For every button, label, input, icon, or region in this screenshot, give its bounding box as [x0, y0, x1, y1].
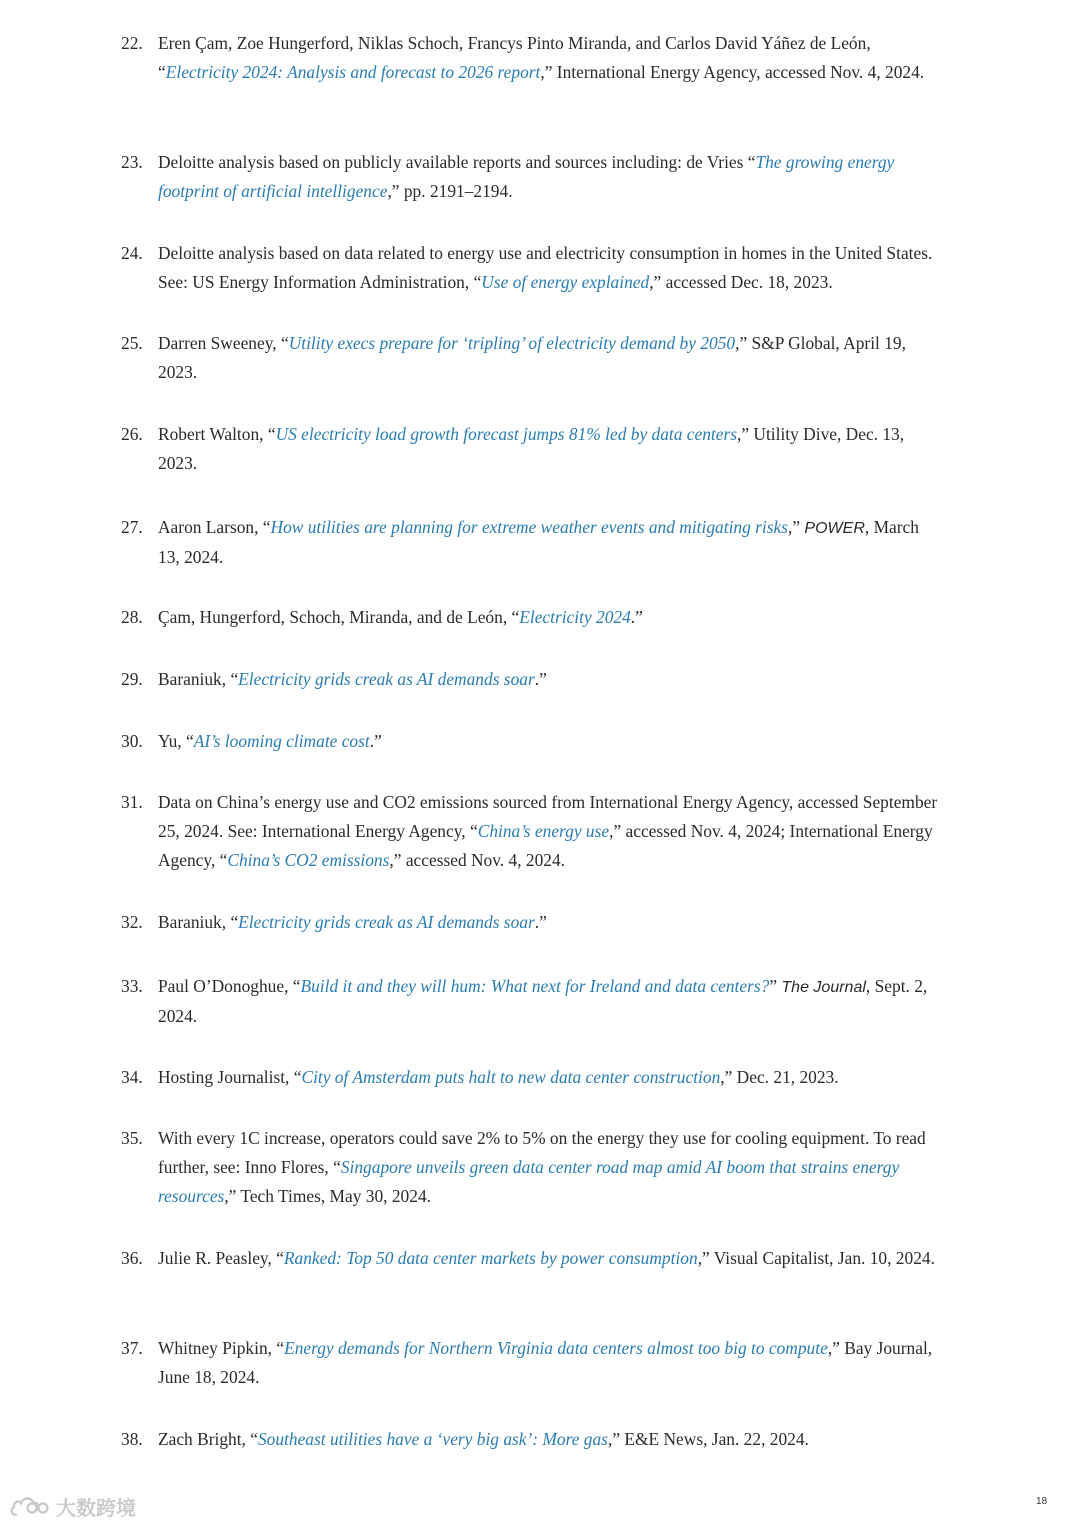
reference-number: 23. [121, 152, 143, 172]
reference-26 [121, 420, 941, 478]
watermark-text: 大数跨境 [56, 1496, 136, 1520]
reference-text: Deloitte analysis based on data related to energy use and electricity consumption in homes in the United States. See: US Energy Information Administration, “Use of energy explained,” accessed Dec. 18, 2023. [158, 243, 933, 292]
reference-35 [121, 1124, 941, 1211]
reference-31 [121, 788, 941, 875]
reference-number: 31. [121, 792, 143, 812]
reference-22 [121, 29, 941, 87]
reference-23 [121, 148, 941, 206]
reference-link[interactable]: China’s energy use [477, 821, 610, 841]
reference-number: 29. [121, 669, 143, 689]
reference-34 [121, 1063, 941, 1092]
reference-link[interactable]: Build it and they will hum: What next for Ireland and data centers? [300, 976, 770, 996]
reference-27 [121, 513, 941, 572]
reference-number: 36. [121, 1248, 143, 1268]
reference-link[interactable]: Use of energy explained [481, 272, 650, 292]
reference-link[interactable]: US electricity load growth forecast jumps 81% led by data centers [275, 424, 737, 444]
reference-38 [121, 1425, 941, 1454]
reference-text: Aaron Larson, “How utilities are planning for extreme weather events and mitigating risks,” POWER, March 13, 2024. [158, 517, 919, 567]
reference-text: Robert Walton, “US electricity load growth forecast jumps 81% led by data centers,” Utility Dive, Dec. 13, 2023. [158, 424, 905, 473]
reference-text: Data on China’s energy use and CO2 emissions sourced from International Energy Agency, accessed September 25, 2024. See: International Energy Agency, “China’s energy use,” accessed Nov. 4, 2024; International Energy Agency, “China’s CO2 emissions,” accessed Nov. 4, 2024. [158, 792, 938, 870]
reference-link[interactable]: Electricity grids creak as AI demands soar [238, 669, 535, 689]
reference-link[interactable]: Ranked: Top 50 data center markets by power consumption [283, 1248, 698, 1268]
reference-25 [121, 329, 941, 387]
reference-33 [121, 972, 941, 1031]
reference-link[interactable]: Singapore unveils green data center road map amid AI boom that strains energy resources [158, 1157, 900, 1206]
reference-37 [121, 1334, 941, 1392]
reference-link[interactable]: The growing energy footprint of artificial intelligence [158, 152, 895, 201]
reference-text: Julie R. Peasley, “Ranked: Top 50 data center markets by power consumption,” Visual Capitalist, Jan. 10, 2024. [158, 1248, 935, 1268]
reference-link[interactable]: Electricity 2024: Analysis and forecast to 2026 report [165, 62, 541, 82]
reference-number: 28. [121, 607, 143, 627]
reference-number: 35. [121, 1128, 143, 1148]
reference-28 [121, 603, 941, 632]
reference-link[interactable]: Southeast utilities have a ‘very big ask’: More gas [257, 1429, 608, 1449]
reference-number: 30. [121, 731, 143, 751]
reference-number: 25. [121, 333, 143, 353]
reference-text: Deloitte analysis based on publicly available reports and sources including: de Vries “The growing energy footprint of artificial intelligence,” pp. 2191–2194. [158, 152, 895, 201]
reference-text: Zach Bright, “Southeast utilities have a ‘very big ask’: More gas,” E&E News, Jan. 22, 2024. [158, 1429, 809, 1449]
reference-32 [121, 908, 941, 937]
reference-text: Paul O’Donoghue, “Build it and they will hum: What next for Ireland and data centers?” The Journal, Sept. 2, 2024. [158, 976, 928, 1026]
reference-link[interactable]: City of Amsterdam puts halt to new data center construction [301, 1067, 721, 1087]
reference-link[interactable]: Utility execs prepare for ‘tripling’ of electricity demand by 2050 [288, 333, 736, 353]
publication-name: The Journal [781, 979, 866, 996]
reference-text: Yu, “AI’s looming climate cost.” [158, 731, 382, 751]
reference-text: Baraniuk, “Electricity grids creak as AI demands soar.” [158, 669, 547, 689]
reference-link[interactable]: AI’s looming climate cost [193, 731, 370, 751]
reference-number: 26. [121, 424, 143, 444]
reference-number: 33. [121, 976, 143, 996]
reference-text: Whitney Pipkin, “Energy demands for Northern Virginia data centers almost too big to compute,” Bay Journal, June 18, 2024. [158, 1338, 933, 1387]
reference-text: With every 1C increase, operators could save 2% to 5% on the energy they use for cooling equipment. To read further, see: Inno Flores, “Singapore unveils green data center road map amid AI boom that strains energy resources,” Tech Times, May 30, 2024. [158, 1128, 926, 1206]
reference-text: Darren Sweeney, “Utility execs prepare for ‘tripling’ of electricity demand by 2050,” S&P Global, April 19, 2023. [158, 333, 906, 382]
reference-text: Baraniuk, “Electricity grids creak as AI demands soar.” [158, 912, 547, 932]
watermark [8, 1492, 136, 1521]
reference-link[interactable]: Electricity grids creak as AI demands soar [238, 912, 535, 932]
reference-link-secondary[interactable]: China’s CO2 emissions [227, 850, 390, 870]
reference-number: 32. [121, 912, 143, 932]
reference-number: 27. [121, 517, 143, 537]
reference-number: 24. [121, 243, 143, 263]
reference-text: Hosting Journalist, “City of Amsterdam puts halt to new data center construction,” Dec. 21, 2023. [158, 1067, 839, 1087]
reference-link[interactable]: How utilities are planning for extreme weather events and mitigating risks [270, 517, 788, 537]
cloud-logo-icon [8, 1494, 52, 1520]
reference-link[interactable]: Energy demands for Northern Virginia data centers almost too big to compute [284, 1338, 828, 1358]
reference-29 [121, 665, 941, 694]
reference-30 [121, 727, 941, 756]
reference-36 [121, 1244, 941, 1273]
reference-24 [121, 239, 941, 297]
reference-text: Eren Çam, Zoe Hungerford, Niklas Schoch, Francys Pinto Miranda, and Carlos David Yáñez de León, “Electricity 2024: Analysis and forecast to 2026 report,” International Energy Agency, accessed Nov. 4, 2024. [158, 33, 925, 82]
reference-number: 22. [121, 33, 143, 53]
publication-name: POWER [804, 520, 865, 537]
reference-text: Çam, Hungerford, Schoch, Miranda, and de León, “Electricity 2024.” [158, 607, 643, 627]
reference-link[interactable]: Electricity 2024 [519, 607, 631, 627]
page-number: 18 [1036, 1496, 1048, 1507]
reference-number: 37. [121, 1338, 143, 1358]
reference-number: 34. [121, 1067, 143, 1087]
reference-number: 38. [121, 1429, 143, 1449]
